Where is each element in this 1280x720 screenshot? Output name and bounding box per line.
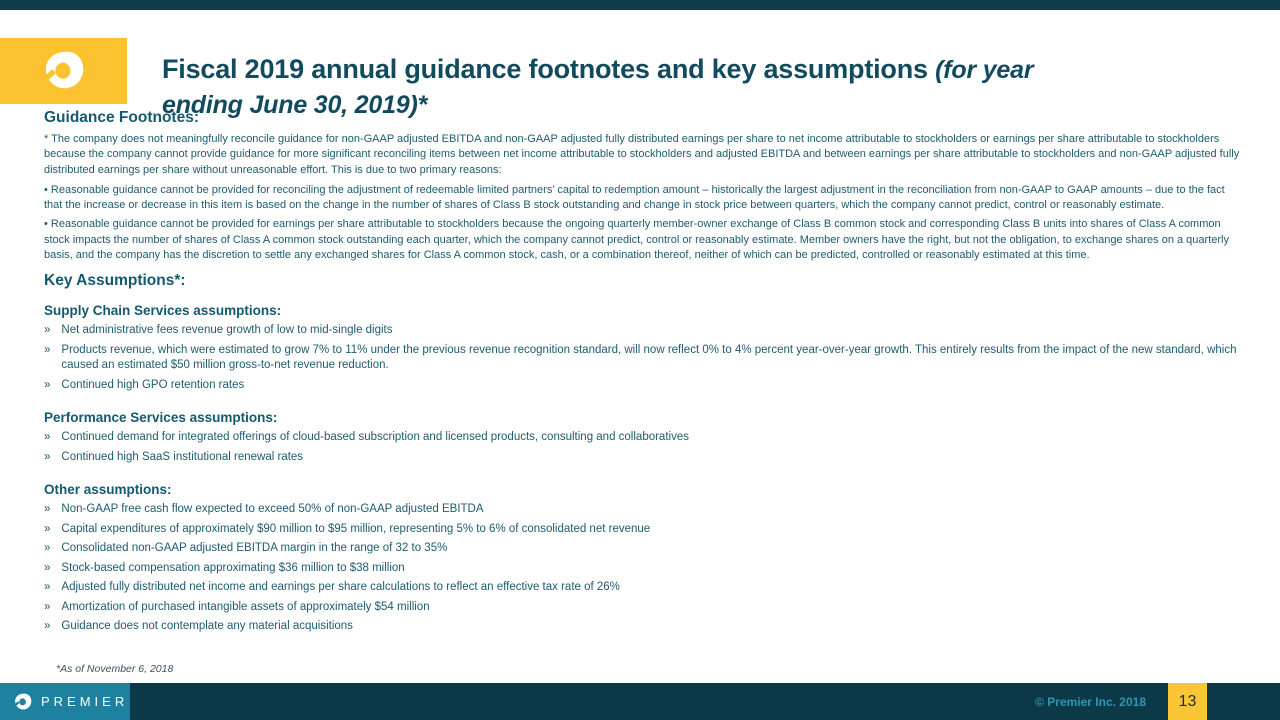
footer-brand-box: [0, 683, 130, 720]
performance-services-list: [44, 430, 1240, 465]
chevron-bullet-icon: »: [44, 600, 51, 613]
assumption-item: » Net administrative fees revenue growth of low to mid-single digits: [44, 323, 1240, 339]
chevron-bullet-icon: »: [44, 581, 51, 594]
assumption-item: » Capital expenditures of approximately $90 million to $95 million, representing 5% to 6% of consolidated net revenue: [44, 522, 1240, 538]
key-assumptions-heading: Key Assumptions*:: [44, 272, 186, 290]
guidance-intro-paragraph: * The company does not meaningfully reconcile guidance for non-GAAP adjusted EBITDA and non-GAAP adjusted fully distributed earnings per share to net income attributable to stockholders or earnings per share attributable to stockholders because the company cannot provide guidance for more significant reconciling items between net income attributable to stockholders and adjusted EBITDA and between earnings per share attributable to stockholders and non-GAAP adjusted fully distributed earnings per share without unreasonable effort. This is due to two primary reasons:: [44, 133, 1240, 176]
slide-title-italic-1: (for year: [935, 56, 1034, 85]
page-number-badge: 13: [1168, 683, 1207, 720]
section-heading-other: Other assumptions:: [44, 482, 172, 498]
footnote-date: *As of November 6, 2018: [56, 663, 174, 675]
premier-logo-box: [0, 38, 127, 104]
assumption-item: » Amortization of purchased intangible assets of approximately $54 million: [44, 600, 1240, 616]
footer-brand-text: PREMIER: [41, 694, 129, 709]
chevron-bullet-icon: »: [44, 522, 51, 535]
assumption-item: » Guidance does not contemplate any material acquisitions: [44, 619, 1240, 635]
assumption-item: » Products revenue, which were estimated to grow 7% to 11% under the previous revenue recognition standard, will now reflect 0% to 4% percent year-over-year growth. This entirely results from the impact of the new standard, which caused an estimated $50 million gross-to-net revenue reduction.: [44, 343, 1240, 374]
assumption-item: » Adjusted fully distributed net income and earnings per share calculations to reflect an effective tax rate of 26%: [44, 580, 1240, 596]
assumption-item: » Stock-based compensation approximating $36 million to $38 million: [44, 561, 1240, 577]
assumption-item: » Continued demand for integrated offerings of cloud-based subscription and licensed products, consulting and collaboratives: [44, 430, 1240, 446]
other-assumptions-list: [44, 502, 1240, 635]
chevron-bullet-icon: »: [44, 561, 51, 574]
supply-chain-list: [44, 323, 1240, 393]
assumption-item: » Continued high SaaS institutional renewal rates: [44, 450, 1240, 466]
chevron-bullet-icon: »: [44, 378, 51, 391]
chevron-bullet-icon: »: [44, 324, 51, 337]
slide-body: [44, 108, 1240, 639]
chevron-bullet-icon: »: [44, 542, 51, 555]
chevron-bullet-icon: »: [44, 343, 51, 356]
chevron-bullet-icon: »: [44, 431, 51, 444]
assumption-item: » Consolidated non-GAAP adjusted EBITDA margin in the range of 32 to 35%: [44, 541, 1240, 557]
premier-swirl-icon: [13, 692, 33, 712]
chevron-bullet-icon: »: [44, 620, 51, 633]
section-heading-supply-chain: Supply Chain Services assumptions:: [44, 303, 282, 319]
slide-title-italic-2: ending June 30, 2019)*: [162, 91, 428, 120]
guidance-bullet-1: • Reasonable guidance cannot be provided for reconciling the adjustment of redeemable limited partners’ capital to redemption amount – historically the largest adjustment in the reconciliation from non-GAAP to GAAP amounts – due to the fact that the increase or decrease in this item is based on the change in the number of shares of Class B stock outstanding and change in stock price between quarters, which the company cannot predict, control or reasonably estimate.: [44, 183, 1225, 212]
slide-title-main: Fiscal 2019 annual guidance footnotes and key assumptions: [162, 54, 936, 85]
chevron-bullet-icon: »: [44, 450, 51, 463]
footer-bar: [0, 683, 1280, 720]
guidance-bullet-2: • Reasonable guidance cannot be provided for earnings per share attributable to stockholders because the ongoing quarterly member-owner exchange of Class B common stock and corresponding Class B units into shares of Class A common stock impacts the number of shares of Class A common stock outstanding each quarter, which the company cannot predict, control or reasonably estimate. Member owners have the right, but not the obligation, to exchange shares on a quarterly basis, and the company has the discretion to settle any exchanged shares for Class A common stock, cash, or a combination thereof, neither of which can be predicted, controlled or reasonably estimated at this time.: [44, 218, 1229, 262]
copyright-text: © Premier Inc. 2018: [1035, 694, 1146, 709]
assumption-item: » Non-GAAP free cash flow expected to exceed 50% of non-GAAP adjusted EBITDA: [44, 502, 1240, 518]
assumption-item: » Continued high GPO retention rates: [44, 378, 1240, 394]
chevron-bullet-icon: »: [44, 503, 51, 516]
premier-swirl-icon: [41, 48, 87, 94]
top-accent-bar: [0, 0, 1280, 10]
guidance-footnotes-heading: Guidance Footnotes:: [44, 109, 199, 126]
section-heading-performance-services: Performance Services assumptions:: [44, 410, 278, 426]
